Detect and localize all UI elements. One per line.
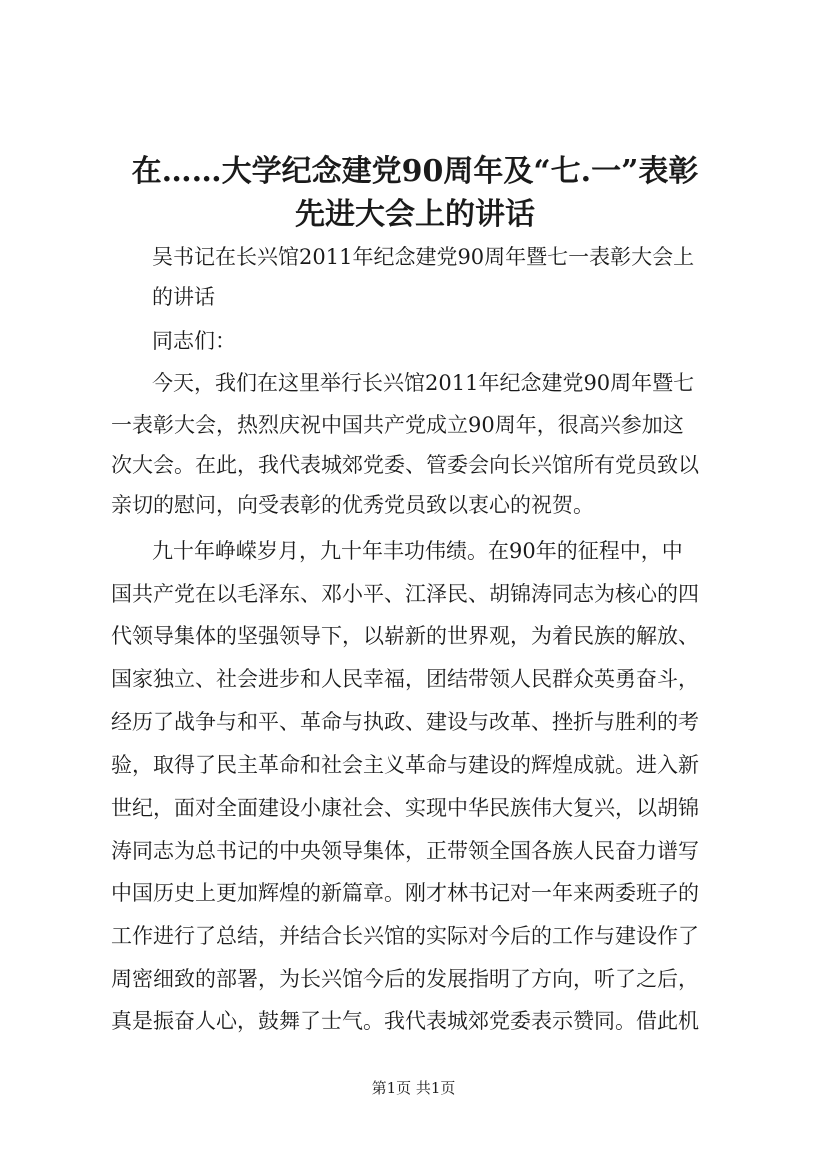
salutation: 同志们： [152,329,236,353]
paragraph-2-line: 验，取得了民主革命和社会主义革命与建设的辉煌成就。进入新 [111,753,699,777]
paragraph-2-line: 经历了战争与和平、革命与执政、建设与改革、挫折与胜利的考 [111,710,699,734]
document-title-line-2: 先进大会上的讲话 [295,197,535,232]
paragraph-2-line: 周密细致的部署，为长兴馆今后的发展指明了方向，听了之后， [111,967,699,991]
paragraph-2-line: 代领导集体的坚强领导下，以崭新的世界观，为着民族的解放、 [111,624,699,648]
paragraph-1-line: 今天，我们在这里举行长兴馆2011年纪念建党90周年暨七 [152,371,695,395]
paragraph-1-line: 次大会。在此，我代表城郊党委、管委会向长兴馆所有党员致以 [111,453,699,477]
paragraph-2-line: 工作进行了总结，并结合长兴馆的实际对今后的工作与建设作了 [111,924,699,948]
document-title-line-1: 在……大学纪念建党90周年及“七.一”表彰 [131,154,699,189]
paragraph-2-line: 世纪，面对全面建设小康社会、实现中华民族伟大复兴，以胡锦 [111,796,699,820]
subtitle-line-1: 吴书记在长兴馆2011年纪念建党90周年暨七一表彰大会上 [152,245,695,269]
paragraph-2-line: 国共产党在以毛泽东、邓小平、江泽民、胡锦涛同志为核心的四 [111,582,699,606]
paragraph-2-line: 涛同志为总书记的中央领导集体，正带领全国各族人民奋力谱写 [111,839,699,863]
paragraph-1-line: 一表彰大会，热烈庆祝中国共产党成立90周年，很高兴参加这 [111,413,684,437]
paragraph-2-line: 真是振奋人心，鼓舞了士气。我代表城郊党委表示赞同。借此机 [111,1009,699,1033]
paragraph-2-line: 九十年峥嵘岁月，九十年丰功伟绩。在90年的征程中，中 [152,539,683,563]
paragraph-2-line: 中国历史上更加辉煌的新篇章。刚才林书记对一年来两委班子的 [111,881,699,905]
paragraph-2-line: 国家独立、社会进步和人民幸福，团结带领人民群众英勇奋斗， [111,667,699,691]
paragraph-1-line: 亲切的慰问，向受表彰的优秀党员致以衷心的祝贺。 [111,493,594,517]
subtitle-line-2: 的讲话 [152,285,215,309]
page-number-footer: 第1页 共1页 [371,1079,456,1097]
